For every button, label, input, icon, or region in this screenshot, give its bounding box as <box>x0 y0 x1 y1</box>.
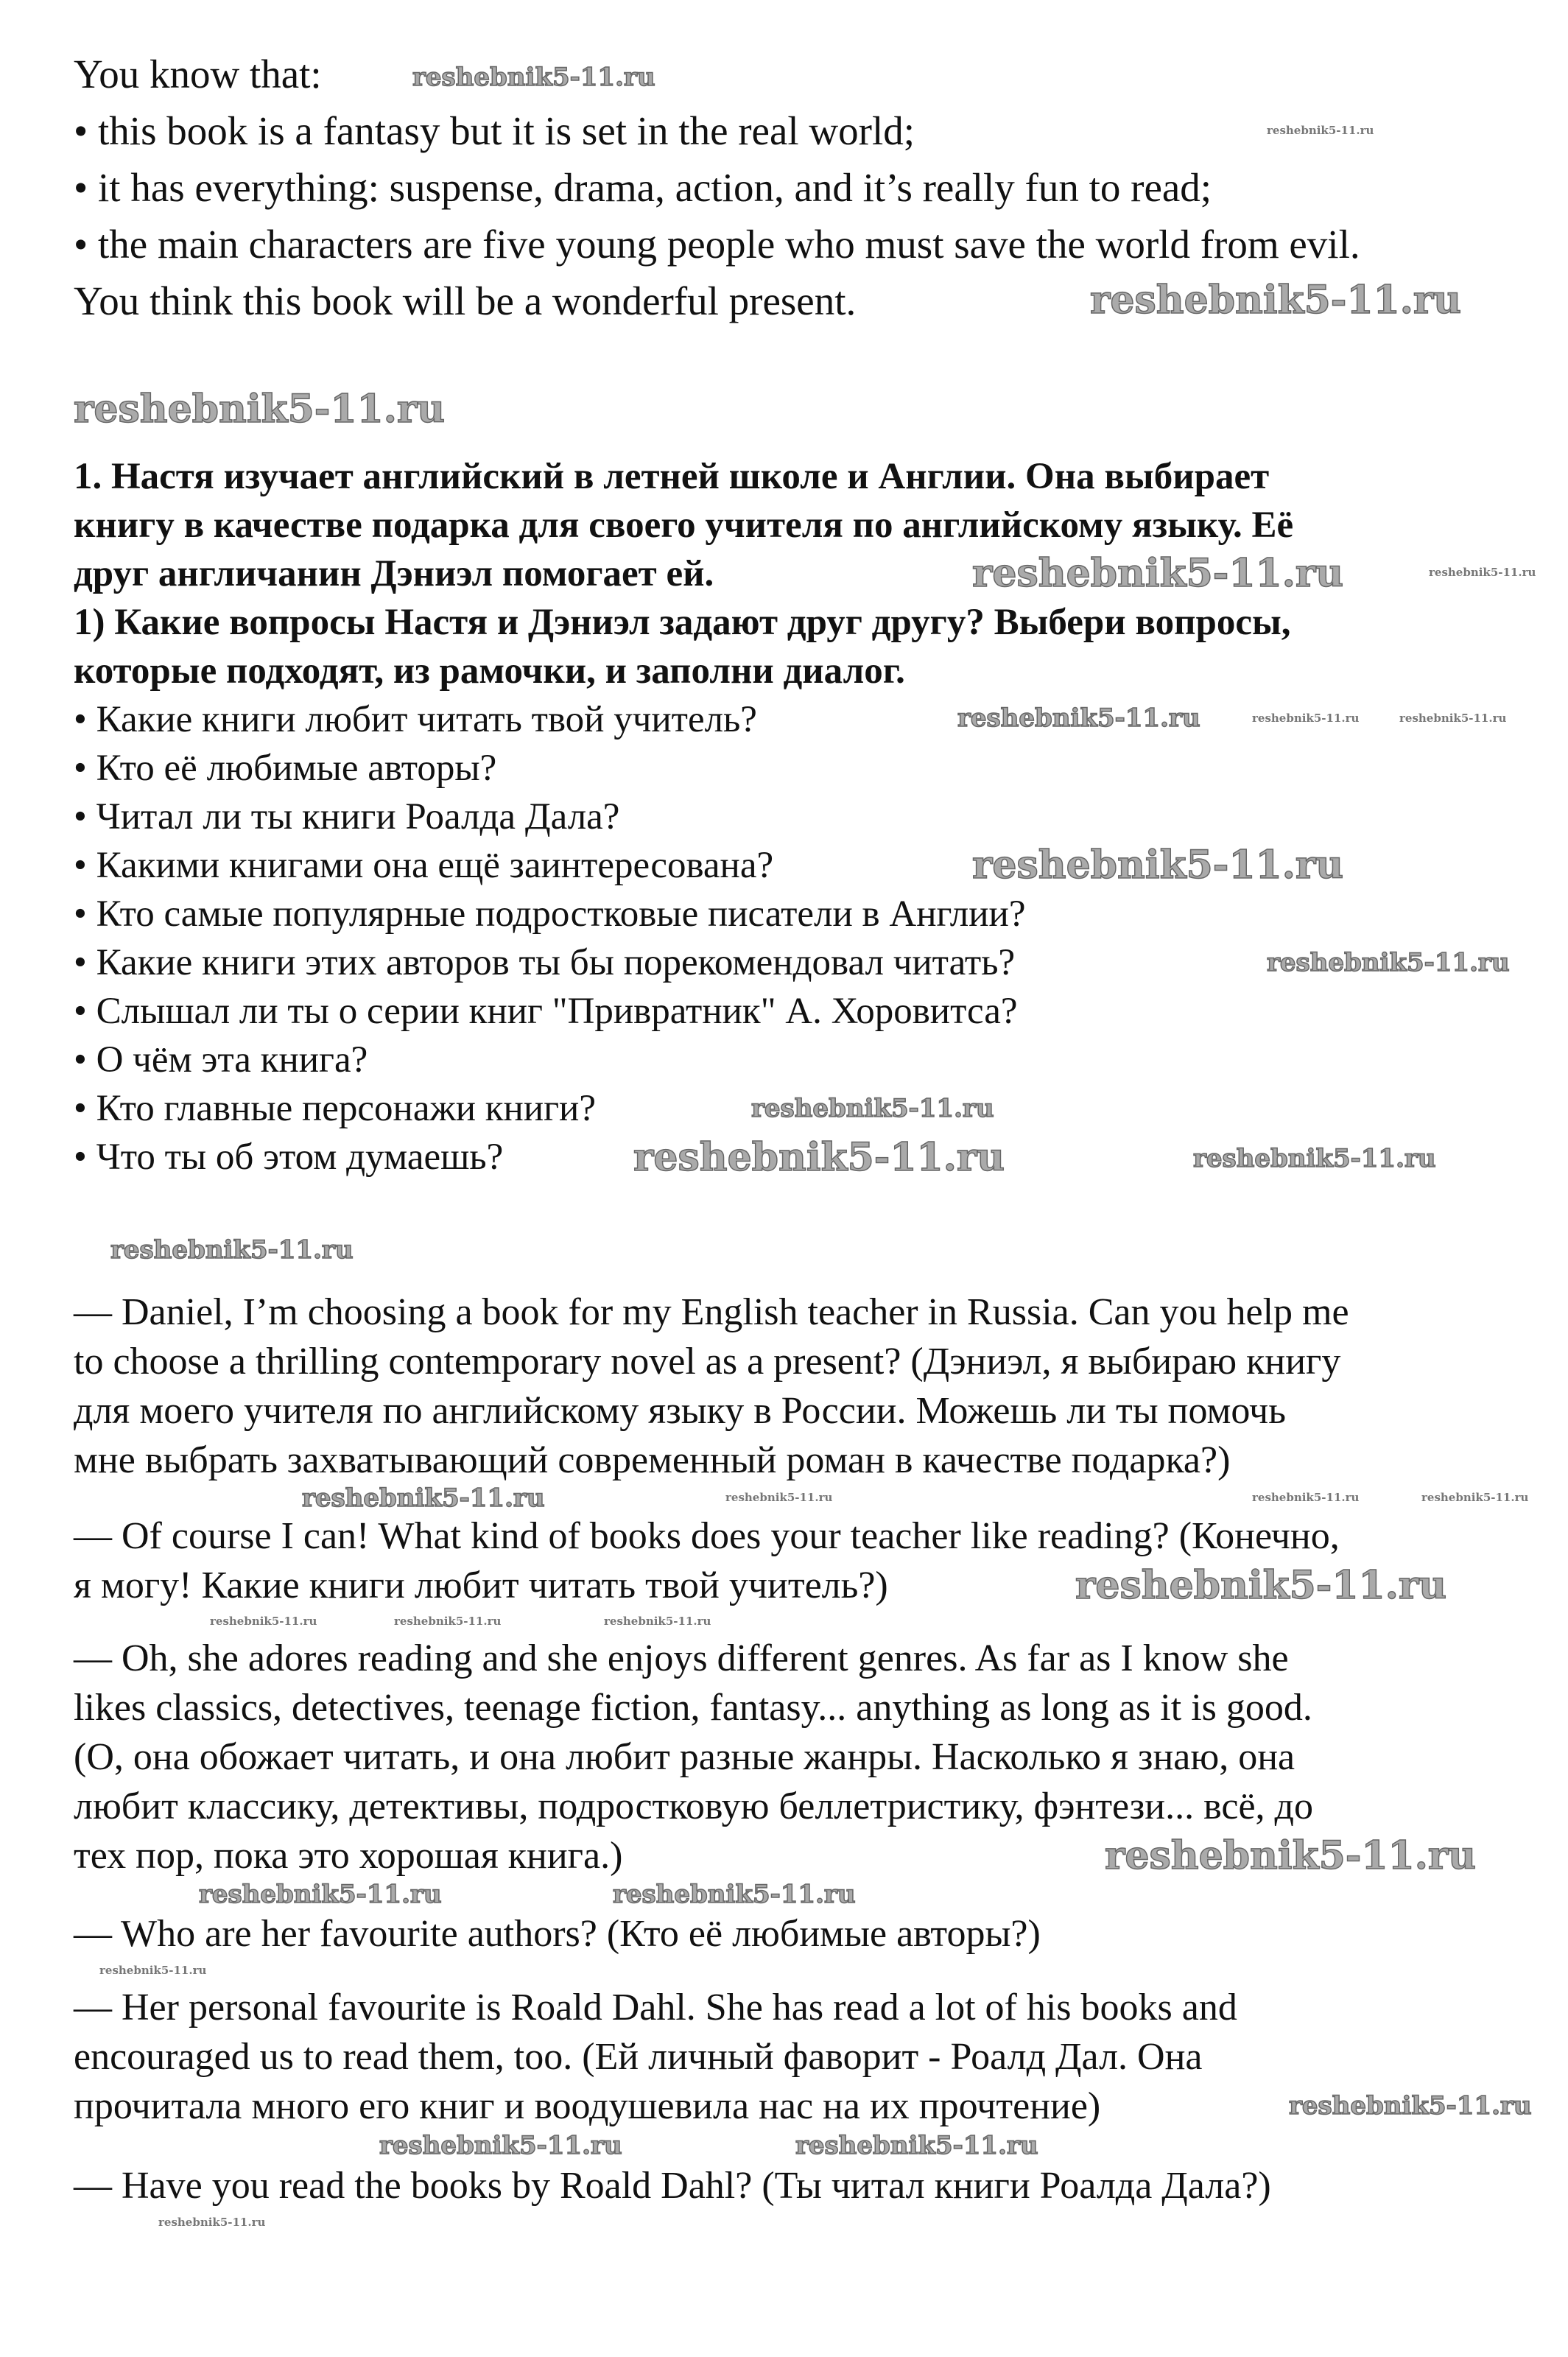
text-line: для моего учителя по английскому языку в России. Можешь ли ты помочь <box>74 1390 1286 1432</box>
watermark: reshebnik5-11.ru <box>1429 566 1536 579</box>
watermark: reshebnik5-11.ru <box>210 1615 317 1628</box>
list-item: • Кто главные персонажи книги? <box>74 1088 596 1129</box>
watermark: reshebnik5-11.ru <box>1105 1833 1477 1878</box>
list-item: • О чём эта книга? <box>74 1039 368 1081</box>
watermark: reshebnik5-11.ru <box>633 1135 1005 1180</box>
text-line: — Who are her favourite authors? (Кто её любимые авторы?) <box>74 1913 1041 1955</box>
text-line: прочитала много его книг и воодушевила нас на их прочтение) <box>74 2085 1101 2127</box>
text-line: тех пор, пока это хорошая книга.) <box>74 1835 623 1877</box>
text-line: я могу! Какие книги любит читать твой учитель?) <box>74 1564 888 1606</box>
watermark: reshebnik5-11.ru <box>972 551 1344 596</box>
text-line: likes classics, detectives, teenage fiction, fantasy... anything as long as it is good. <box>74 1687 1312 1729</box>
task-line: друг англичанин Дэниэл помогает ей. <box>74 553 714 594</box>
watermark: reshebnik5-11.ru <box>394 1615 502 1628</box>
dialogue-line <box>74 2161 1271 2210</box>
list-item: • Какими книгами она ещё заинтересована? <box>74 845 774 886</box>
intro-bullet: • this book is a fantasy but it is set in the real world; <box>74 108 915 153</box>
dialogue-line <box>74 1983 1237 2131</box>
text-line: любит классику, детективы, подростковую беллетристику, фэнтези... всё, до <box>74 1785 1313 1827</box>
text-line: — Oh, she adores reading and she enjoys different genres. As far as I know she <box>74 1637 1289 1679</box>
watermark: reshebnik5-11.ru <box>1193 1144 1436 1173</box>
watermark: reshebnik5-11.ru <box>1421 1491 1529 1504</box>
list-item: • Читал ли ты книги Роалда Дала? <box>74 796 620 837</box>
watermark: reshebnik5-11.ru <box>1267 948 1510 977</box>
intro-line: You think this book will be a wonderful present. <box>74 278 857 323</box>
watermark: reshebnik5-11.ru <box>972 843 1344 888</box>
watermark: reshebnik5-11.ru <box>1267 124 1374 137</box>
list-item: • Кто её любимые авторы? <box>74 748 497 789</box>
task-line: которые подходят, из рамочки, и заполни диалог. <box>74 650 905 692</box>
task-line: 1. Настя изучает английский в летней школе и Англии. Она выбирает <box>74 456 1270 497</box>
watermark: reshebnik5-11.ru <box>1399 712 1507 725</box>
watermark: reshebnik5-11.ru <box>795 2131 1038 2160</box>
watermark: reshebnik5-11.ru <box>1075 1563 1447 1608</box>
watermark: reshebnik5-11.ru <box>1090 278 1462 323</box>
text-line: — Have you read the books by Roald Dahl? (Ты читал книги Роалда Дала?) <box>74 2165 1271 2207</box>
watermark: reshebnik5-11.ru <box>957 703 1200 733</box>
watermark: reshebnik5-11.ru <box>379 2131 622 2160</box>
watermark: reshebnik5-11.ru <box>725 1491 833 1504</box>
watermark: reshebnik5-11.ru <box>1252 1491 1360 1504</box>
watermark: reshebnik5-11.ru <box>99 1964 207 1977</box>
watermark: reshebnik5-11.ru <box>199 1880 442 1909</box>
text-line: — Daniel, I’m choosing a book for my English teacher in Russia. Can you help me <box>74 1291 1349 1333</box>
dialogue-line <box>74 1288 1349 1485</box>
watermark: reshebnik5-11.ru <box>74 387 446 432</box>
text-line: — Her personal favourite is Roald Dahl. She has read a lot of his books and <box>74 1987 1237 2028</box>
task-line: 1) Какие вопросы Настя и Дэниэл задают друг другу? Выбери вопросы, <box>74 602 1291 643</box>
list-item: • Что ты об этом думаешь? <box>74 1137 504 1178</box>
watermark: reshebnik5-11.ru <box>302 1483 545 1513</box>
dialogue-line <box>74 1909 1041 1959</box>
list-item: • Какие книги любит читать твой учитель? <box>74 699 757 740</box>
watermark: reshebnik5-11.ru <box>613 1880 856 1909</box>
intro-bullet: • it has everything: suspense, drama, action, and it’s really fun to read; <box>74 165 1212 210</box>
text-line: — Of course I can! What kind of books does your teacher like reading? (Конечно, <box>74 1515 1340 1557</box>
list-item: • Какие книги этих авторов ты бы порекомендовал читать? <box>74 942 1016 983</box>
watermark: reshebnik5-11.ru <box>604 1615 711 1628</box>
list-item: • Кто самые популярные подростковые писатели в Англии? <box>74 893 1026 935</box>
text-line: to choose a thrilling contemporary novel as a present? (Дэниэл, я выбираю книгу <box>74 1341 1341 1383</box>
text-line: (О, она обожает читать, и она любит разные жанры. Насколько я знаю, она <box>74 1736 1295 1778</box>
task-line: книгу в качестве подарка для своего учителя по английскому языку. Её <box>74 505 1294 546</box>
watermark: reshebnik5-11.ru <box>1252 712 1360 725</box>
intro-line: You know that: <box>74 52 322 96</box>
intro-bullet: • the main characters are five young people who must save the world from evil. <box>74 222 1360 267</box>
text-line: мне выбрать захватывающий современный роман в качестве подарка?) <box>74 1439 1231 1481</box>
watermark: reshebnik5-11.ru <box>751 1094 994 1123</box>
watermark: reshebnik5-11.ru <box>1289 2091 1532 2121</box>
text-line: encouraged us to read them, too. (Ей личный фаворит - Роалд Дал. Она <box>74 2036 1203 2078</box>
watermark: reshebnik5-11.ru <box>158 2216 266 2229</box>
watermark: reshebnik5-11.ru <box>110 1235 354 1265</box>
watermark: reshebnik5-11.ru <box>412 63 655 92</box>
list-item: • Слышал ли ты о серии книг "Привратник" А. Хоровитса? <box>74 991 1018 1032</box>
